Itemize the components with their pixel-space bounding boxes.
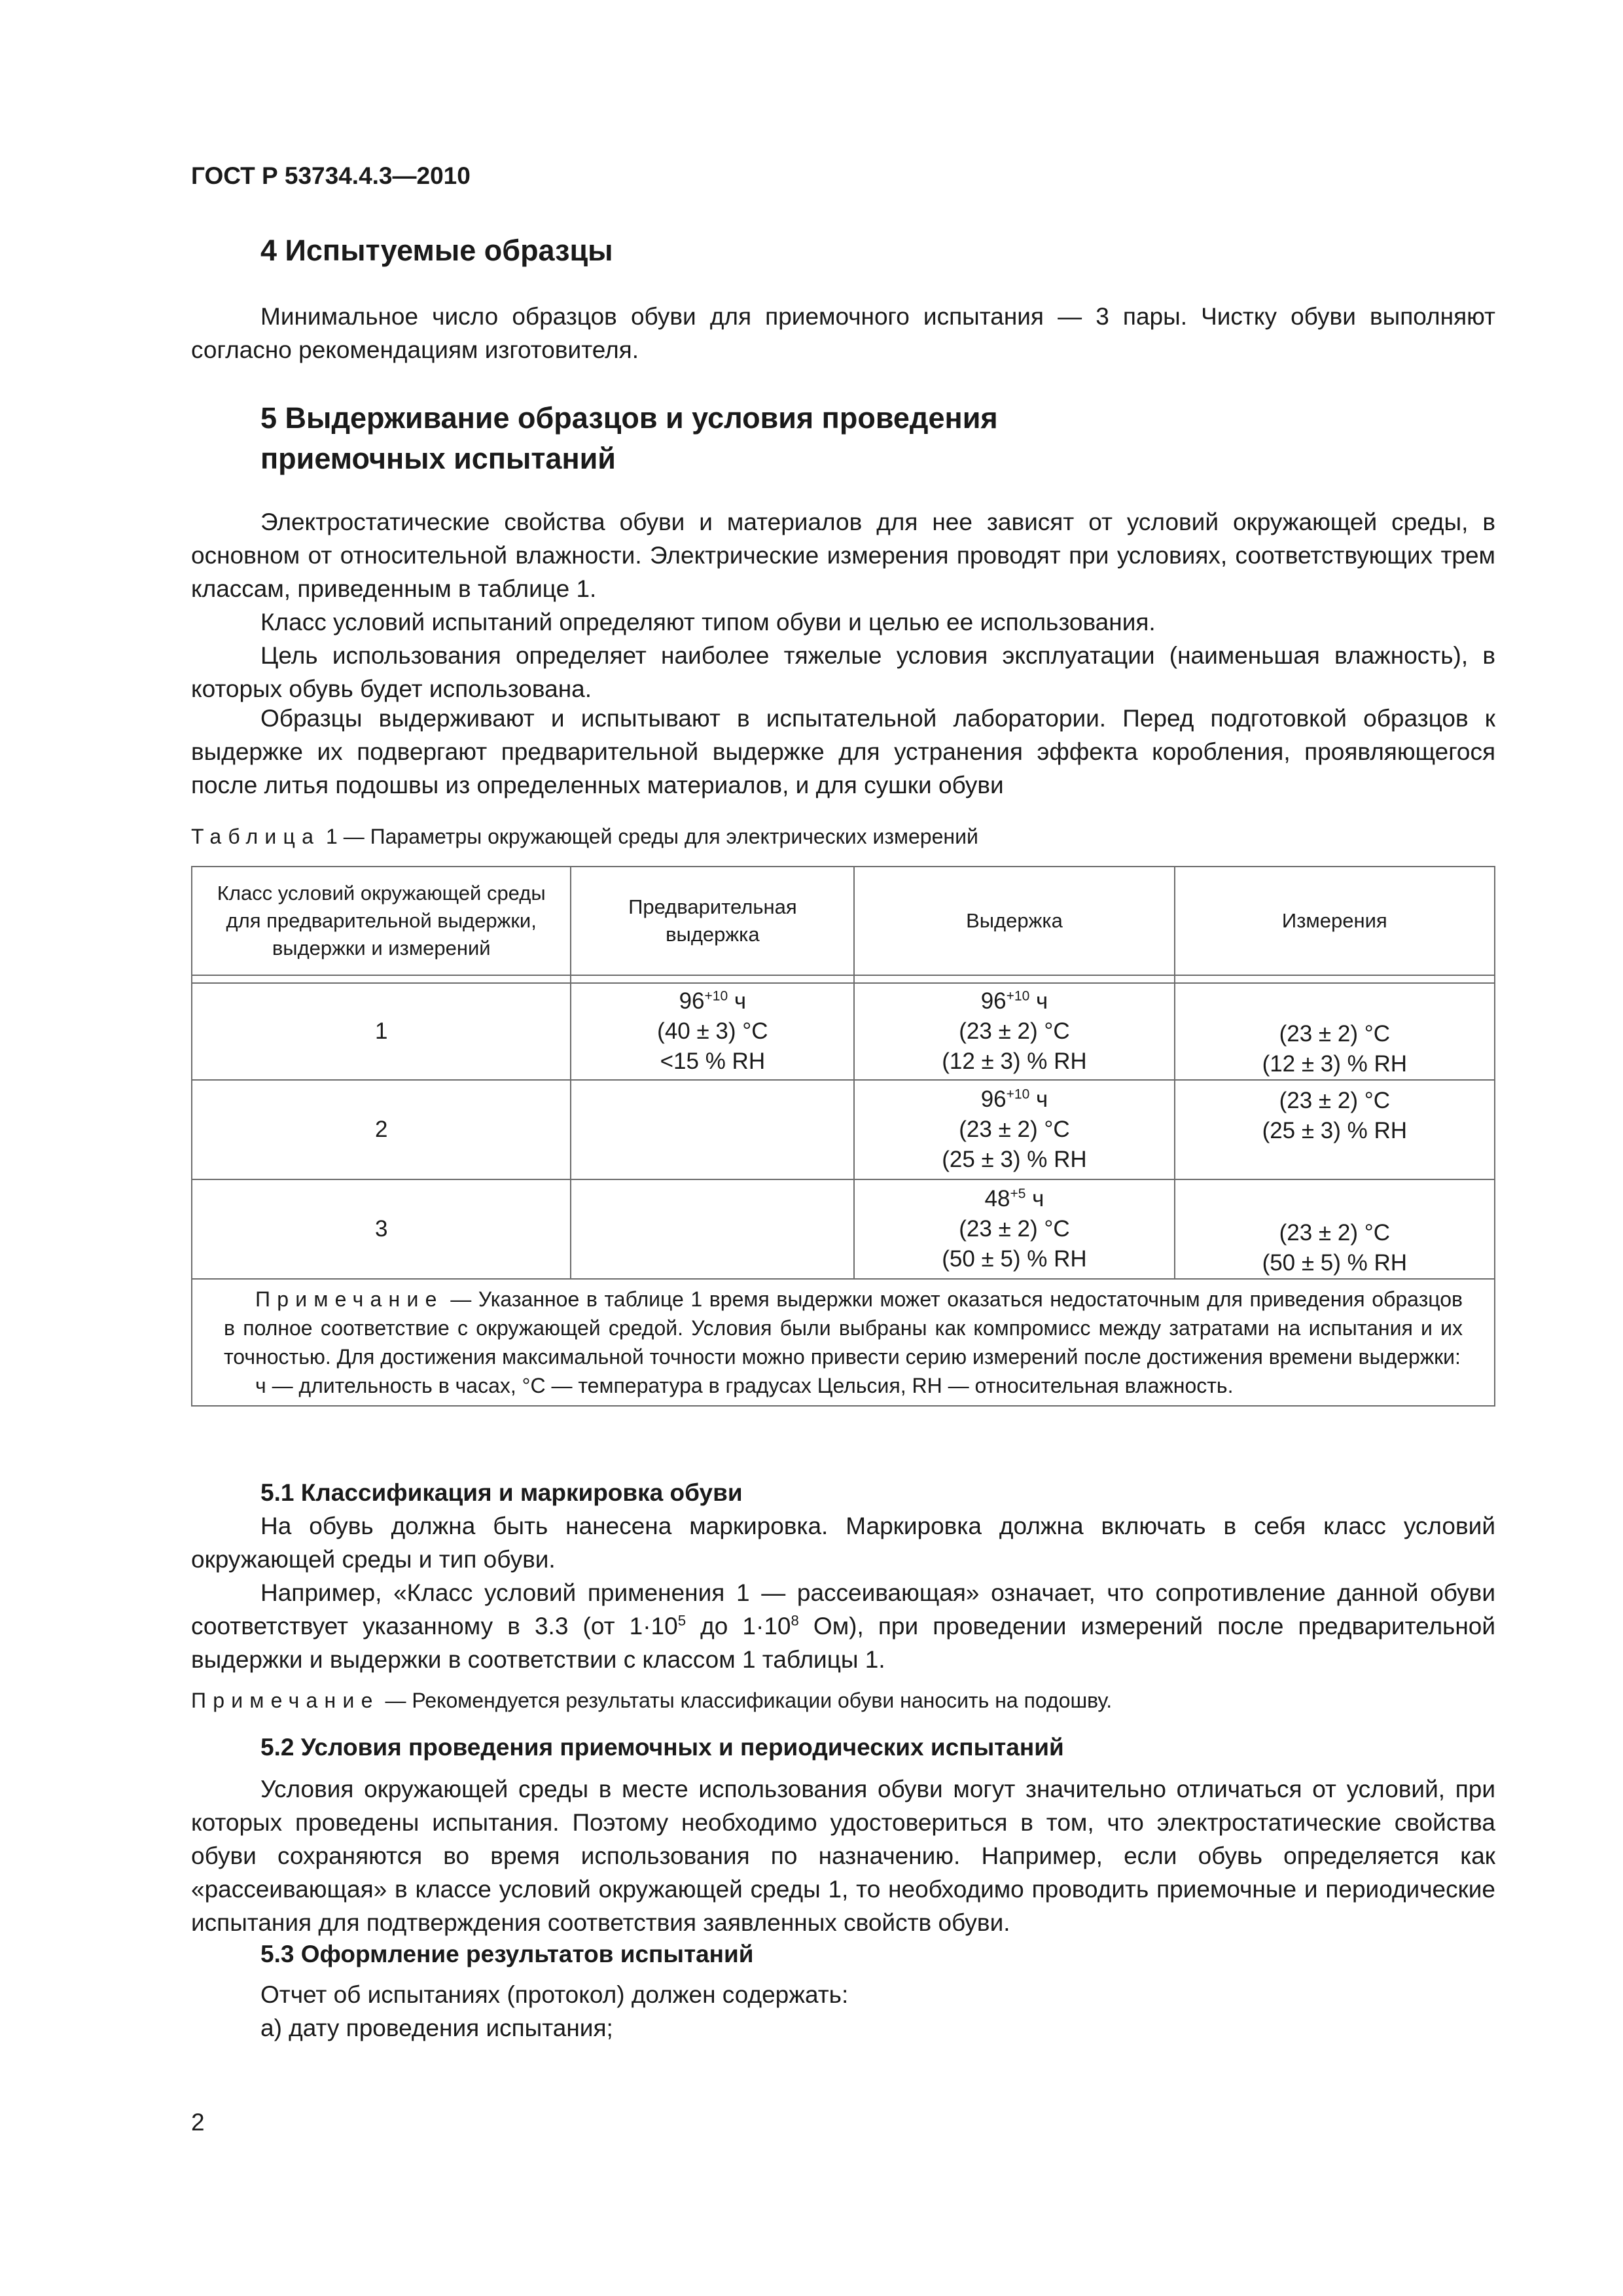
section-5-paragraph-4: Образцы выдерживают и испытывают в испытательной лаборатории. Перед подготовкой образцов к выдержке их подвергают предварительной выдержке для устранения эффекта коробления, проявляющегося после литья подошвы из определенных материалов, и для сушки обуви [191,705,1495,798]
table-1-caption-label: Таблица [191,825,321,848]
table-1-caption [191,825,978,849]
table-note-text: — Указанное в таблице 1 время выдержки может оказаться недостаточным для приведения образцов в полное соответствие с окружающей средой. Условия были выбраны как компромисс между затратами на испытания и их точностью. Для достижения максимальной точности можно привести серию измерений после достижения времени выдержки: [224,1287,1463,1369]
table-note-row [192,1279,1495,1406]
section-5-1-note-label: Примечание [191,1689,380,1712]
cell-preconditioning [571,1080,854,1179]
cell-class: 2 [192,1080,571,1179]
header-preconditioning: Предварительная выдержка [571,867,854,975]
document-header: ГОСТ Р 53734.4.3—2010 [191,162,471,189]
section-4-title: 4 Испытуемые образцы [260,234,613,267]
table-header-separator [192,975,1495,983]
section-5-paragraph-2: Класс условий испытаний определяют типом обуви и целью ее использования. [260,609,1156,636]
section-5-1-paragraph-1: На обувь должна быть нанесена маркировка. Маркировка должна включать в себя класс условий окружающей среды и тип обуви. [191,1513,1495,1573]
section-5-title-line1: 5 Выдерживание образцов и условия проведения [260,401,998,435]
page-number: 2 [191,2109,205,2136]
table-row [192,1080,1495,1179]
cell-preconditioning [571,1179,854,1279]
cell-conditioning: $96^{+10}$ ч (23 ± 2) °C (12 ± 3) % RH [854,983,1174,1080]
cell-preconditioning: $96^{+10}$ ч (40 ± 3) °C <15 % RH [571,983,854,1080]
cell-measurement: (23 ± 2) °C (50 ± 5) % RH [1175,1179,1495,1279]
section-5-1-paragraph-2: Например, «Класс условий применения 1 — рассеивающая» означает, что сопротивление данной обуви соответствует указанному в 3.3 (от $1\cdot 10^5$ до $1\cdot 10^8$ Ом), при проведении измерений после предварительной выдержки и выдержки в соответствии с классом 1 таблицы 1. [191,1579,1496,1673]
header-conditioning: Выдержка [854,867,1174,975]
section-5-1-title: 5.1 Классификация и маркировка обуви [260,1479,743,1506]
section-5-3-item-a: а) дату проведения испытания; [260,2015,613,2041]
header-class: Класс условий окружающей среды для предварительной выдержки, выдержки и измерений [192,867,571,975]
section-5-title-line2: приемочных испытаний [260,442,616,475]
table-row [192,1179,1495,1279]
table-note-label: Примечание [255,1287,444,1311]
table-note [192,1279,1495,1406]
section-5-3-paragraph-1: Отчет об испытаниях (протокол) должен содержать: [260,1981,849,2008]
cell-class: 3 [192,1179,571,1279]
table-note-legend: ч — длительность в часах, °С — температура в градусах Цельсия, RH — относительная влажность. [255,1374,1234,1397]
cell-class: 1 [192,983,571,1080]
table-header-row [192,867,1495,975]
table-1 [191,866,1495,1407]
cell-measurement: (23 ± 2) °C (12 ± 3) % RH [1175,983,1495,1080]
cell-conditioning: $48^{+5}$ ч (23 ± 2) °C (50 ± 5) % RH [854,1179,1174,1279]
section-5-1-note-text: — Рекомендуется результаты классификации обуви наносить на подошву. [379,1689,1113,1712]
section-5-3-title: 5.3 Оформление результатов испытаний [260,1941,754,1967]
section-5-paragraph-3: Цель использования определяет наиболее тяжелые условия эксплуатации (наименьшая влажность), в которых обувь будет использована. [191,642,1495,702]
table-row [192,983,1495,1080]
cell-conditioning: $96^{+10}$ ч (23 ± 2) °C (25 ± 3) % RH [854,1080,1174,1179]
cell-measurement: (23 ± 2) °C (25 ± 3) % RH [1175,1080,1495,1179]
section-5-2-paragraph-1: Условия окружающей среды в месте использования обуви могут значительно отличаться от условий, при которых проведены испытания. Поэтому необходимо удостовериться в том, что электростатические свойства обуви сохраняются во время использования по назначению. Например, если обувь определяется как «рассеивающая» в классе условий окружающей среды 1, то необходимо проводить приемочные и периодические испытания для подтверждения соответствия заявленных свойств обуви. [191,1776,1495,1936]
section-5-1-note [191,1689,1112,1713]
section-5-title [260,398,998,479]
section-5-paragraph-1: Электростатические свойства обуви и материалов для нее зависят от условий окружающей среды, в основном от относительной влажности. Электрические измерения проводят при условиях, соответствующих трем классам, приведенным в таблице 1. [191,509,1495,602]
section-4-text: Минимальное число образцов обуви для приемочного испытания — 3 пары. Чистку обуви выполняют согласно рекомендациям изготовителя. [191,303,1495,363]
table-1-caption-text: 1 — Параметры окружающей среды для электрических измерений [320,825,978,848]
section-5-2-title: 5.2 Условия проведения приемочных и периодических испытаний [260,1734,1064,1761]
header-measurement: Измерения [1175,867,1495,975]
